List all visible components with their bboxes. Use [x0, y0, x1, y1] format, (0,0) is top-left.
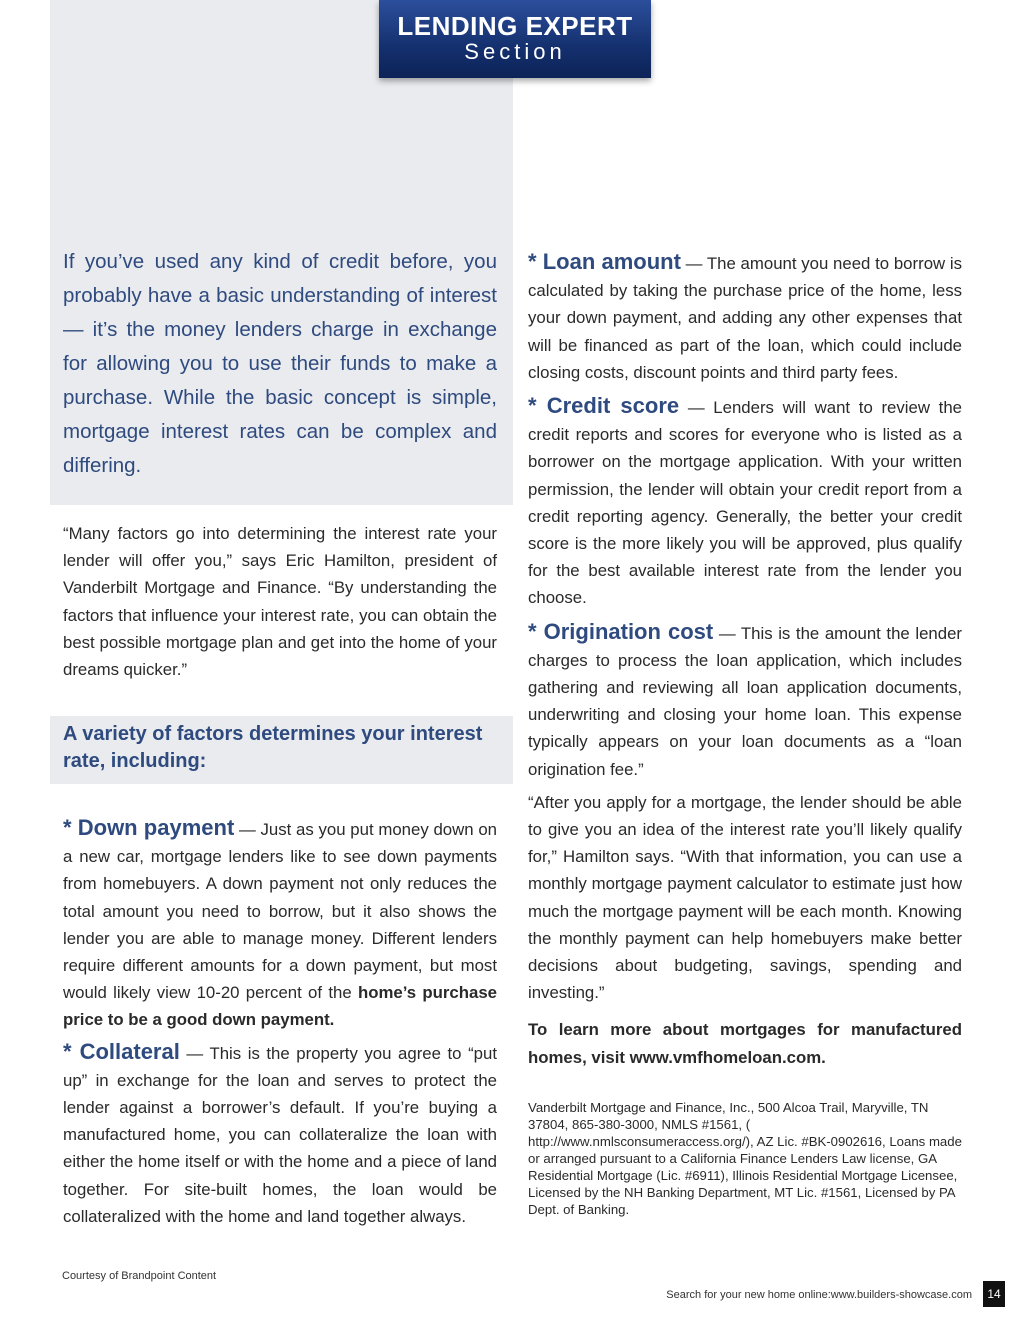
- down-payment-bold-text: home’s purchase price to be a good down payment.: [63, 983, 498, 1030]
- origination-cost-item: [528, 618, 962, 783]
- down-payment-heading: * Down payment: [63, 815, 235, 840]
- credit-score-item: [528, 392, 962, 612]
- credit-score-text: — Lenders will want to review the credit reports and scores for everyone who is listed as a borrower on the mortgage application. With your written permission, the lender will obtain your credit report from a credit reporting agency. Generally, the better your credit score is the more likely you will be approved, plus qualify for the best available interest rate from the lender you choose.: [528, 398, 962, 608]
- loan-amount-text: — The amount you need to borrow is calculated by taking the purchase price of the home, less your down payment, and adding any other expenses that will be financed as part of the loan, which could include closing costs, discount points and third party fees.: [528, 254, 963, 382]
- banner-subtitle: Section: [464, 39, 566, 64]
- footer-text: Search for your new home online:www.builders-showcase.com: [666, 1289, 972, 1301]
- banner-title: LENDING EXPERT: [397, 11, 633, 41]
- legal-disclaimer: Vanderbilt Mortgage and Finance, Inc., 500 Alcoa Trail, Maryville, TN 37804, 865-380-3000, NMLS #1561, ( http://www.nmlsconsumeraccess.org/), AZ Lic. #BK-0902616, Loans made or arranged pursuant to a California Finance Lenders Law license, GA Residential Mortgage (Lic. #6911), Illinois Residential Mortgage Licensee, Licensed by the NH Banking Department, MT Lic. #1561, Licensed by PA Dept. of Banking.: [528, 1100, 962, 1217]
- left-factor-list: [63, 814, 497, 1234]
- courtesy-credit: Courtesy of Brandpoint Content: [62, 1270, 217, 1282]
- factors-heading: A variety of factors determines your interest rate, including:: [63, 723, 483, 772]
- collateral-item: [63, 1038, 497, 1230]
- origination-cost-text: — This is the amount the lender charges to process the loan application, which includes gathering and reviewing all loan application documents, underwriting and closing your home loan. This expense typically appears on your loan documents as a “loan origination fee.”: [528, 623, 962, 779]
- page-number: 14: [983, 1281, 1005, 1307]
- origination-cost-heading: * Origination cost: [528, 618, 714, 644]
- hamilton-quote: “Many factors go into determining the interest rate your lender will offer you,” says Eric Hamilton, president of Vanderbilt Mortgage and Finance. “By understanding the factors that influence your interest rate, you can obtain the best possible mortgage plan and get into the home of your dreams quicker.”: [63, 524, 497, 680]
- collateral-text: — This is the property you agree to “put up” in exchange for the loan and serves to protect the lender against a borrower’s default. If you’re buying a manufactured home, you can collateralize the loan with either the home itself or with the home and a piece of land together. For site-built homes, the loan would be collateralized with the home and land together always.: [63, 1043, 497, 1226]
- learn-more: To learn more about mortgages for manufactured homes, visit www.vmfhomeloan.com.: [528, 1020, 962, 1067]
- right-column: [528, 248, 962, 1077]
- intro-paragraph: If you’ve used any kind of credit before, you probably have a basic understanding of interest — it’s the money lenders charge in exchange for allowing you to use their funds to make a purchase. While the basic concept is simple, mortgage interest rates can be complex and differing.: [63, 250, 497, 477]
- closing-quote: “After you apply for a mortgage, the lender should be able to give you an idea of the interest rate you’ll likely qualify for,” Hamilton says. “With that information, you can use a monthly mortgage payment calculator to estimate just how much the mortgage payment will be each month. Knowing the monthly payment can help homebuyers make better decisions about budgeting, savings, spending and investing.”: [528, 792, 962, 1003]
- section-banner: [379, 0, 651, 78]
- credit-score-heading: * Credit score: [528, 393, 680, 419]
- down-payment-text: — Just as you put money down on a new car, mortgage lenders like to see down payments from homebuyers. A down payment not only reduces the total amount you need to borrow, but it also shows the lender you are able to manage money. Different lenders require different amounts for a down payment, but most would likely view 10-20 percent of the: [63, 820, 497, 1003]
- collateral-heading: * Collateral: [63, 1038, 180, 1064]
- down-payment-item: [63, 814, 497, 1034]
- loan-amount-item: [528, 248, 962, 386]
- loan-amount-heading: * Loan amount: [528, 249, 681, 274]
